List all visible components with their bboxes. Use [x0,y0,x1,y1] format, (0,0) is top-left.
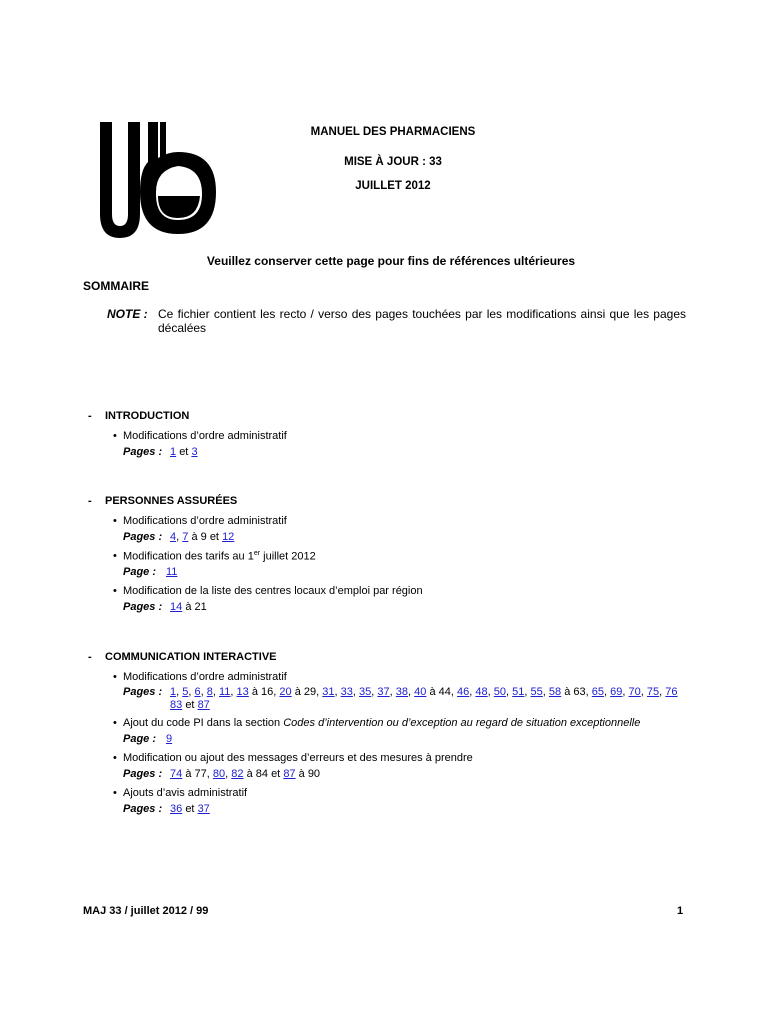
page-link[interactable]: 75 [646,686,660,698]
page-link[interactable]: 4 [170,531,177,543]
page-link[interactable]: 82 [231,768,244,780]
section-dash: - [88,651,92,663]
bullet: • [113,752,117,764]
page-link[interactable]: 55 [530,686,543,698]
page-link[interactable]: 80 [212,768,226,780]
list-item: Modification ou ajout des messages d’erreurs et des mesures à prendre [123,752,473,764]
bullet: • [113,717,117,729]
pages-list: 14 à 21 [170,601,207,613]
page-link[interactable]: 5 [182,686,189,698]
section-dash: - [88,495,92,507]
page-link[interactable]: 58 [548,686,562,698]
list-item: Modification des tarifs au 1er juillet 2012 [123,550,316,563]
page-link[interactable]: 1 [170,686,177,698]
update-number: MISE À JOUR : 33 [344,156,442,168]
pages-label: Pages : [123,446,163,458]
page-link[interactable]: 65 [591,686,605,698]
section-title-personnes-assurees: PERSONNES ASSURÉES [105,495,238,507]
page-link[interactable]: 6 [194,686,201,698]
pages-list: 4, 7 à 9 et 12 [170,531,235,543]
pages-label: Pages : [123,601,163,613]
page-link[interactable]: 31 [322,686,335,698]
page-link[interactable]: 9 [166,733,173,745]
page-link[interactable]: 70 [628,686,641,698]
page-link[interactable]: 35 [359,686,372,698]
page-link[interactable]: 69 [610,686,623,698]
note-text: Ce fichier contient les recto / verso des pages touchées par les modifications ainsi que les pages décalées [158,307,686,335]
document-title: MANUEL DES PHARMACIENS [310,126,476,138]
update-date: JUILLET 2012 [355,180,431,192]
page-link[interactable]: 33 [340,686,353,698]
pages-label: Pages : [123,686,163,698]
list-item: Modifications d’ordre administratif [123,671,287,683]
page-link[interactable]: 37 [377,686,390,698]
page-link[interactable]: 8 [206,686,213,698]
pages-list: 36 et 37 [170,803,210,815]
pages-list: 74 à 77, 80, 82 à 84 et 87 à 90 [170,768,321,780]
list-item: Modifications d’ordre administratif [123,430,287,442]
page-link[interactable]: 7 [182,531,189,543]
page-link[interactable]: 13 [236,686,249,698]
page-link[interactable]: 14 [170,601,183,613]
page-link[interactable]: 1 [170,446,177,458]
summary-heading: SOMMAIRE [83,279,149,293]
bullet: • [113,787,117,799]
page-link[interactable]: 20 [279,686,292,698]
page-link[interactable]: 11 [166,566,178,578]
bullet: • [113,585,117,597]
page-link[interactable]: 87 [197,699,210,711]
list-item: Ajout du code PI dans la section Codes d’intervention ou d’exception au regard de situation exceptionnelle [123,717,641,729]
section-title-communication-interactive: COMMUNICATION INTERACTIVE [105,651,277,663]
bullet: • [113,430,117,442]
list-item: Modification de la liste des centres locaux d’emploi par région [123,585,423,597]
page-link[interactable]: 50 [493,686,507,698]
bullet: • [113,515,117,527]
retention-notice: Veuillez conserver cette page pour fins de références ultérieures [206,254,576,268]
pages-label: Pages : [123,803,163,815]
pages-label: Pages : [123,768,163,780]
page-label: Page : [123,733,157,745]
page-label: Page : [123,566,157,578]
pages-label: Pages : [123,531,163,543]
pages-list [166,566,177,578]
note-label: NOTE : [107,307,148,321]
page-link[interactable]: 40 [414,686,427,698]
page-link[interactable]: 74 [170,768,183,780]
list-item: Modifications d’ordre administratif [123,515,287,527]
pages-list: 1 et 3 [170,446,198,458]
page-link[interactable]: 11 [219,686,231,698]
page-number: 1 [677,905,684,917]
pages-list: 1, 5, 6, 8, 11, 13 à 16, 20 à 29, 31, 33, 35, 37, 38, 40 à 44, 46, 48, 50, 51, 55, 58 à 63, 65, 69, 70, 75, 76 83 et 87 [170,686,678,711]
bullet: • [113,671,117,683]
section-title-introduction: INTRODUCTION [105,410,190,422]
footer-update-info: MAJ 33 / juillet 2012 / 99 [83,905,209,917]
page-link[interactable]: 51 [512,686,525,698]
page-link[interactable]: 83 [170,699,183,711]
page-link[interactable]: 48 [475,686,488,698]
page-link[interactable]: 87 [283,768,296,780]
page-link[interactable]: 37 [197,803,210,815]
page-link[interactable]: 3 [191,446,198,458]
pages-list [166,733,172,745]
section-dash: - [88,410,92,422]
page-link[interactable]: 76 [665,686,678,698]
page-link[interactable]: 12 [222,531,235,543]
list-item: Ajouts d’avis administratif [123,787,248,799]
bullet: • [113,550,117,562]
page-link[interactable]: 38 [395,686,409,698]
page-link[interactable]: 36 [170,803,183,815]
page-link[interactable]: 46 [457,686,470,698]
